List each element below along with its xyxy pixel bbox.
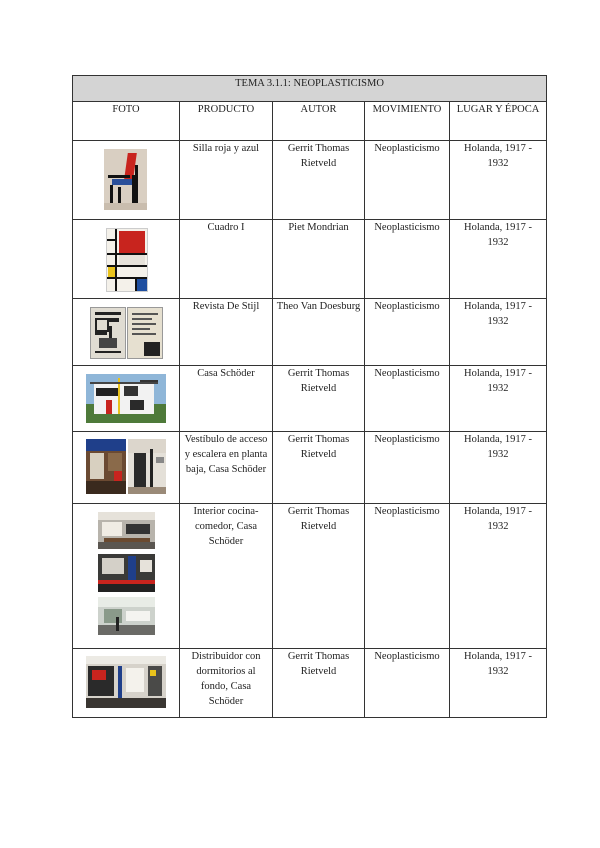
distributor-photo xyxy=(86,656,166,708)
table-row xyxy=(73,220,547,299)
vestibule-photo-1 xyxy=(86,439,126,494)
table-row xyxy=(73,504,547,649)
header-autor: AUTOR xyxy=(273,102,365,141)
lugar-cell: Holanda, 1917 - 1932 xyxy=(450,299,547,366)
header-movimiento: MOVIMIENTO xyxy=(365,102,450,141)
autor-cell: Gerrit Thomas Rietveld xyxy=(273,366,365,432)
lugar-cell: Holanda, 1917 - 1932 xyxy=(450,366,547,432)
lugar-cell: Holanda, 1917 - 1932 xyxy=(450,141,547,220)
autor-cell: Theo Van Doesburg xyxy=(273,299,365,366)
foto-cell xyxy=(73,141,180,220)
foto-cell xyxy=(73,504,180,649)
producto-cell: Interior cocina-comedor, Casa Schöder xyxy=(180,504,273,649)
producto-cell: Distribuidor con dormitorios al fondo, Casa Schöder xyxy=(180,649,273,718)
autor-cell: Gerrit Thomas Rietveld xyxy=(273,432,365,504)
movimiento-cell: Neoplasticismo xyxy=(365,432,450,504)
lugar-cell: Holanda, 1917 - 1932 xyxy=(450,649,547,718)
producto-cell: Silla roja y azul xyxy=(180,141,273,220)
movimiento-cell: Neoplasticismo xyxy=(365,141,450,220)
autor-cell: Gerrit Thomas Rietveld xyxy=(273,141,365,220)
foto-cell xyxy=(73,299,180,366)
kitchen-photo-3 xyxy=(98,597,155,635)
table-row xyxy=(73,366,547,432)
movimiento-cell: Neoplasticismo xyxy=(365,299,450,366)
kitchen-photo-1 xyxy=(98,512,155,549)
kitchen-photo-2 xyxy=(98,554,155,592)
table-title: TEMA 3.1.1: NEOPLASTICISMO xyxy=(73,76,547,102)
mondrian-painting-photo xyxy=(106,228,148,292)
header-producto: PRODUCTO xyxy=(180,102,273,141)
lugar-cell: Holanda, 1917 - 1932 xyxy=(450,220,547,299)
red-blue-chair-photo xyxy=(104,149,147,210)
movimiento-cell: Neoplasticismo xyxy=(365,504,450,649)
lugar-cell: Holanda, 1917 - 1932 xyxy=(450,432,547,504)
schroder-house-exterior-photo xyxy=(86,374,166,423)
movimiento-cell: Neoplasticismo xyxy=(365,649,450,718)
table-row xyxy=(73,141,547,220)
table-row xyxy=(73,649,547,718)
lugar-cell: Holanda, 1917 - 1932 xyxy=(450,504,547,649)
producto-cell: Vestíbulo de acceso y escalera en planta baja, Casa Schöder xyxy=(180,432,273,504)
producto-cell: Casa Schöder xyxy=(180,366,273,432)
header-lugar-epoca: LUGAR Y ÉPOCA xyxy=(450,102,547,141)
de-stijl-magazine-photo-1 xyxy=(90,307,126,359)
foto-cell xyxy=(73,366,180,432)
table-row xyxy=(73,432,547,504)
movimiento-cell: Neoplasticismo xyxy=(365,366,450,432)
foto-cell xyxy=(73,432,180,504)
neoplasticismo-table xyxy=(72,75,547,718)
de-stijl-magazine-photo-2 xyxy=(127,307,163,359)
producto-cell: Cuadro I xyxy=(180,220,273,299)
table-row xyxy=(73,299,547,366)
vestibule-photo-2 xyxy=(128,439,166,494)
movimiento-cell: Neoplasticismo xyxy=(365,220,450,299)
autor-cell: Gerrit Thomas Rietveld xyxy=(273,649,365,718)
header-foto: FOTO xyxy=(73,102,180,141)
foto-cell xyxy=(73,649,180,718)
autor-cell: Gerrit Thomas Rietveld xyxy=(273,504,365,649)
autor-cell: Piet Mondrian xyxy=(273,220,365,299)
producto-cell: Revista De Stijl xyxy=(180,299,273,366)
foto-cell xyxy=(73,220,180,299)
